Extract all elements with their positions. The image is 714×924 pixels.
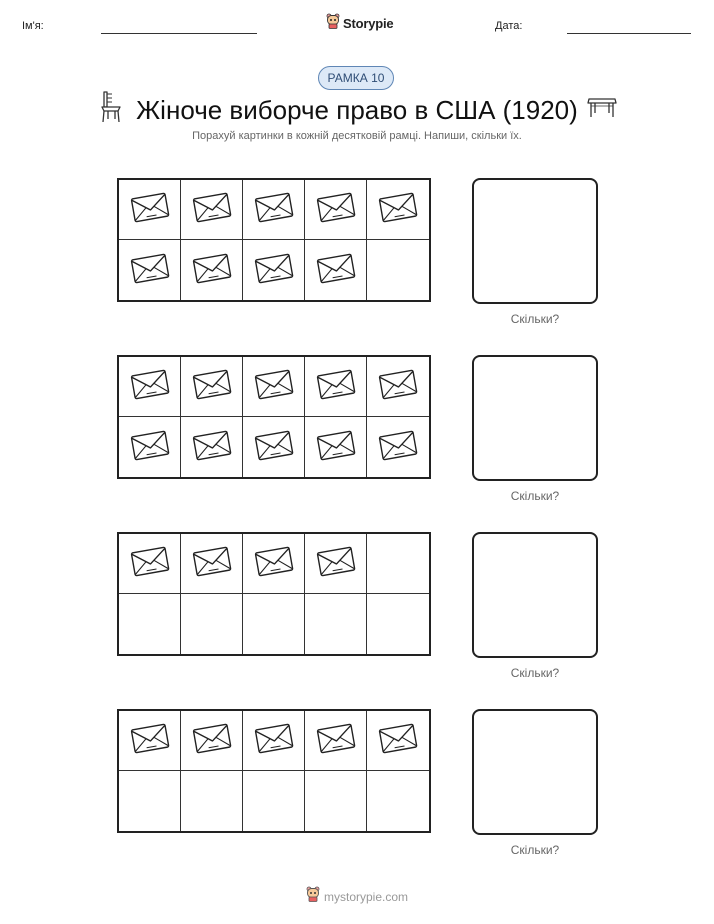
ten-frame-cell [181, 357, 243, 417]
envelope-icon [130, 250, 170, 291]
ten-frame-cell [367, 534, 429, 594]
storypie-logo-icon [306, 886, 320, 907]
ten-frame-cell [367, 357, 429, 417]
ten-frame-cell [243, 357, 305, 417]
page-title: Жіноче виборче право в США (1920) [136, 95, 578, 125]
ten-frame-cell [305, 594, 367, 654]
envelope-icon [378, 720, 418, 761]
ten-frame-cell [243, 180, 305, 240]
ten-frame-cell [119, 711, 181, 771]
ten-frame-cell [367, 594, 429, 654]
answer-box[interactable] [472, 532, 598, 658]
ten-frame-cell [305, 771, 367, 831]
ten-frame-cell [305, 357, 367, 417]
ten-frame-cell [119, 417, 181, 477]
ten-frame-cell [119, 594, 181, 654]
ten-frame-cell [243, 240, 305, 300]
envelope-icon [378, 189, 418, 230]
envelope-icon [254, 250, 294, 291]
ten-frame-cell [243, 771, 305, 831]
envelope-icon [130, 720, 170, 761]
instructions: Порахуй картинки в кожній десятковій рамці. Напиши, скільки їх. [192, 130, 522, 142]
table-icon [586, 94, 618, 125]
envelope-icon [316, 250, 356, 291]
envelope-icon [192, 366, 232, 407]
envelope-icon [130, 189, 170, 230]
ten-frame-cell [367, 771, 429, 831]
answer-prompt: Скільки? [510, 666, 560, 680]
footer [0, 886, 714, 907]
ten-frame-cell [367, 180, 429, 240]
ten-frame-cell [119, 357, 181, 417]
envelope-icon [378, 427, 418, 468]
storypie-logo-icon [326, 13, 340, 34]
ten-frame-cell [119, 771, 181, 831]
answer-box[interactable] [472, 355, 598, 481]
ten-frame-cell [119, 240, 181, 300]
envelope-icon [192, 189, 232, 230]
ten-frame-cell [181, 711, 243, 771]
frame-badge: РАМКА 10 [318, 66, 394, 90]
ten-frame [117, 532, 431, 656]
brand-name: Storypie [343, 15, 394, 31]
envelope-icon [192, 543, 232, 584]
answer-prompt: Скільки? [510, 843, 560, 857]
name-line[interactable] [101, 33, 257, 34]
footer-url: mystorypie.com [323, 889, 409, 904]
date-label: Дата: [495, 20, 523, 32]
envelope-icon [254, 189, 294, 230]
answer-prompt: Скільки? [510, 489, 560, 503]
envelope-icon [316, 543, 356, 584]
envelope-icon [130, 366, 170, 407]
envelope-icon [192, 720, 232, 761]
ten-frame-cell [181, 180, 243, 240]
name-label: Ім'я: [22, 20, 44, 32]
ten-frame-cell [305, 711, 367, 771]
ten-frame-cell [305, 240, 367, 300]
envelope-icon [316, 427, 356, 468]
envelope-icon [254, 720, 294, 761]
answer-prompt: Скільки? [510, 312, 560, 326]
ten-frame-cell [243, 417, 305, 477]
ten-frame-cell [181, 240, 243, 300]
envelope-icon [192, 427, 232, 468]
envelope-icon [316, 720, 356, 761]
ten-frame-cell [243, 534, 305, 594]
envelope-icon [130, 427, 170, 468]
ten-frame [117, 709, 431, 833]
ten-frame [117, 178, 431, 302]
envelope-icon [130, 543, 170, 584]
ten-frame-cell [305, 180, 367, 240]
ten-frame-cell [243, 711, 305, 771]
answer-box[interactable] [472, 178, 598, 304]
ten-frame-cell [181, 594, 243, 654]
ten-frame-cell [367, 417, 429, 477]
ten-frame-cell [305, 417, 367, 477]
envelope-icon [254, 366, 294, 407]
ten-frame-cell [181, 534, 243, 594]
brand [326, 13, 393, 33]
envelope-icon [316, 366, 356, 407]
envelope-icon [254, 427, 294, 468]
envelope-icon [378, 366, 418, 407]
envelope-icon [254, 543, 294, 584]
ten-frame-cell [181, 417, 243, 477]
date-line[interactable] [567, 33, 691, 34]
answer-box[interactable] [472, 709, 598, 835]
ten-frame-cell [119, 180, 181, 240]
ten-frame-cell [243, 594, 305, 654]
ten-frame-cell [181, 771, 243, 831]
ten-frame [117, 355, 431, 479]
ten-frame-cell [305, 534, 367, 594]
ten-frame-cell [367, 711, 429, 771]
envelope-icon [192, 250, 232, 291]
ten-frame-cell [367, 240, 429, 300]
ten-frame-cell [119, 534, 181, 594]
envelope-icon [316, 189, 356, 230]
